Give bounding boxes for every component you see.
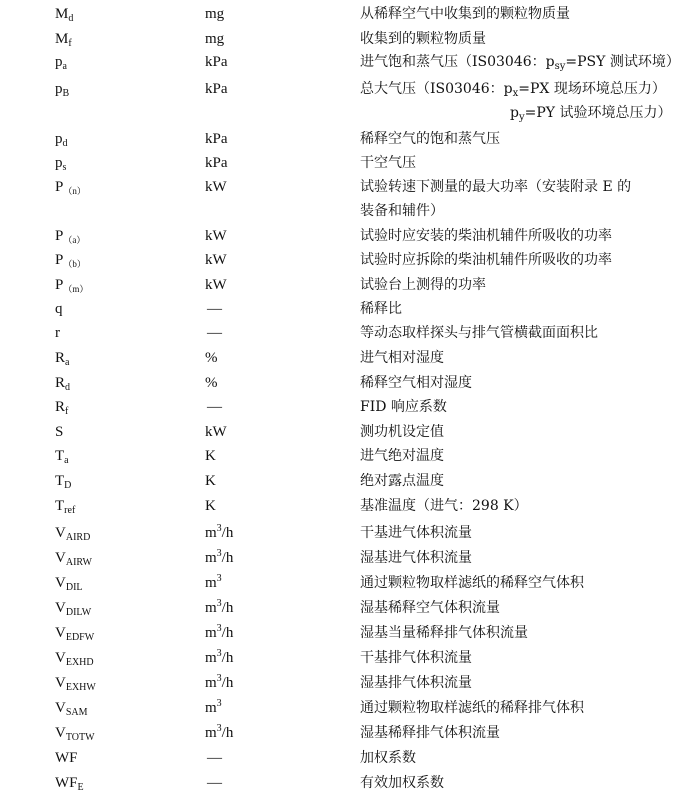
unit: K <box>205 498 216 514</box>
unit: $m^3/h$ <box>205 648 234 666</box>
symbol: $P_{(a)}$ <box>55 228 86 245</box>
symbol: $V_{EDFW}$ <box>55 625 95 643</box>
description: 收集到的颗粒物质量 <box>360 31 486 47</box>
symbol: $V_{AIRW}$ <box>55 550 92 568</box>
unit: kPa <box>205 131 228 147</box>
unit: mg <box>205 31 225 47</box>
unit: kW <box>205 179 227 195</box>
symbol: $P_{(n)}$ <box>55 179 86 196</box>
description: 有效加权系数 <box>360 775 444 791</box>
description: FID 响应系数 <box>360 399 447 415</box>
description: 进气绝对温度 <box>360 448 444 464</box>
symbol: S <box>55 424 64 440</box>
symbol: $V_{DIL}$ <box>55 575 83 593</box>
symbol: $p_a$ <box>55 54 67 72</box>
symbol: $M_f$ <box>55 31 72 49</box>
symbol: $V_{DILW}$ <box>55 600 92 618</box>
unit: — <box>207 399 222 415</box>
unit: $m^3/h$ <box>205 623 234 641</box>
unit: K <box>205 473 216 489</box>
symbol: $T_D$ <box>55 473 72 491</box>
symbol: $R_f$ <box>55 399 69 417</box>
symbol: r <box>55 325 60 341</box>
symbol: $p_B$ <box>55 81 70 99</box>
unit: kW <box>205 252 227 268</box>
description: 湿基排气体积流量 <box>360 675 472 691</box>
unit: $m^3/h$ <box>205 548 234 566</box>
symbol: $R_a$ <box>55 350 70 368</box>
unit: $m^3$ <box>205 573 222 591</box>
description: 干基进气体积流量 <box>360 525 472 541</box>
description: 基准温度（进气：298 K） <box>360 498 528 514</box>
description: 稀释空气的饱和蒸气压 <box>360 131 500 147</box>
description: 加权系数 <box>360 750 416 766</box>
symbol: $WF_E$ <box>55 775 84 793</box>
description: 湿基稀释空气体积流量 <box>360 600 500 616</box>
symbol: $V_{SAM}$ <box>55 700 88 718</box>
description: 稀释比 <box>360 301 402 317</box>
unit: % <box>205 375 218 391</box>
symbol: $R_d$ <box>55 375 71 393</box>
unit: — <box>207 775 222 791</box>
symbol: $T_{ref}$ <box>55 498 76 516</box>
unit: $m^3/h$ <box>205 598 234 616</box>
unit: — <box>207 301 222 317</box>
symbol: $V_{AIRD}$ <box>55 525 91 543</box>
symbol: $T_a$ <box>55 448 69 466</box>
description: 通过颗粒物取样滤纸的稀释空气体积 <box>360 575 584 591</box>
description: 试验时应拆除的柴油机辅件所吸收的功率 <box>360 252 612 268</box>
unit: — <box>207 750 222 766</box>
symbol: q <box>55 301 63 317</box>
symbol: $M_d$ <box>55 6 74 24</box>
description: 进气饱和蒸气压（IS03046：$p_{sy}=PSY$ 测试环境） <box>360 54 680 72</box>
description: 等动态取样探头与排气管横截面面积比 <box>360 325 598 341</box>
description: 试验时应安装的柴油机辅件所吸收的功率 <box>360 228 612 244</box>
description: 总大气压（IS03046：$p_x=PX$ 现场环境总压力） $p_y=PY$ 试验环境总压力） <box>360 81 672 123</box>
unit: kW <box>205 277 227 293</box>
description: 干空气压 <box>360 155 416 171</box>
description: 试验台上测得的功率 <box>360 277 486 293</box>
description: 绝对露点温度 <box>360 473 444 489</box>
description: 从稀释空气中收集到的颗粒物质量 <box>360 6 570 22</box>
unit: kPa <box>205 81 228 97</box>
unit: K <box>205 448 216 464</box>
description: 通过颗粒物取样滤纸的稀释排气体积 <box>360 700 584 716</box>
symbol: $V_{EXHW}$ <box>55 675 96 693</box>
unit: mg <box>205 6 225 22</box>
unit: kW <box>205 228 227 244</box>
unit: % <box>205 350 218 366</box>
unit: $m^3/h$ <box>205 723 234 741</box>
symbol: $P_{(b)}$ <box>55 252 86 269</box>
description: 试验转速下测量的最大功率（安装附录 E 的 装备和辅件） <box>360 179 632 219</box>
unit: $m^3$ <box>205 698 222 716</box>
symbol: WF <box>55 750 78 766</box>
symbol: $V_{TOTW}$ <box>55 725 95 743</box>
unit: kPa <box>205 54 228 70</box>
description: 干基排气体积流量 <box>360 650 472 666</box>
symbol: $p_s$ <box>55 155 67 173</box>
description: 稀释空气相对湿度 <box>360 375 472 391</box>
description: 湿基当量稀释排气体积流量 <box>360 625 528 641</box>
description: 测功机设定值 <box>360 424 444 440</box>
unit: — <box>207 325 222 341</box>
description: 湿基进气体积流量 <box>360 550 472 566</box>
unit: $m^3/h$ <box>205 523 234 541</box>
symbol: $p_d$ <box>55 131 68 149</box>
description: 进气相对湿度 <box>360 350 444 366</box>
unit: kPa <box>205 155 228 171</box>
symbol: $V_{EXHD}$ <box>55 650 94 668</box>
symbol: $P_{(m)}$ <box>55 277 89 294</box>
description: 湿基稀释排气体积流量 <box>360 725 500 741</box>
unit: kW <box>205 424 227 440</box>
unit: $m^3/h$ <box>205 673 234 691</box>
